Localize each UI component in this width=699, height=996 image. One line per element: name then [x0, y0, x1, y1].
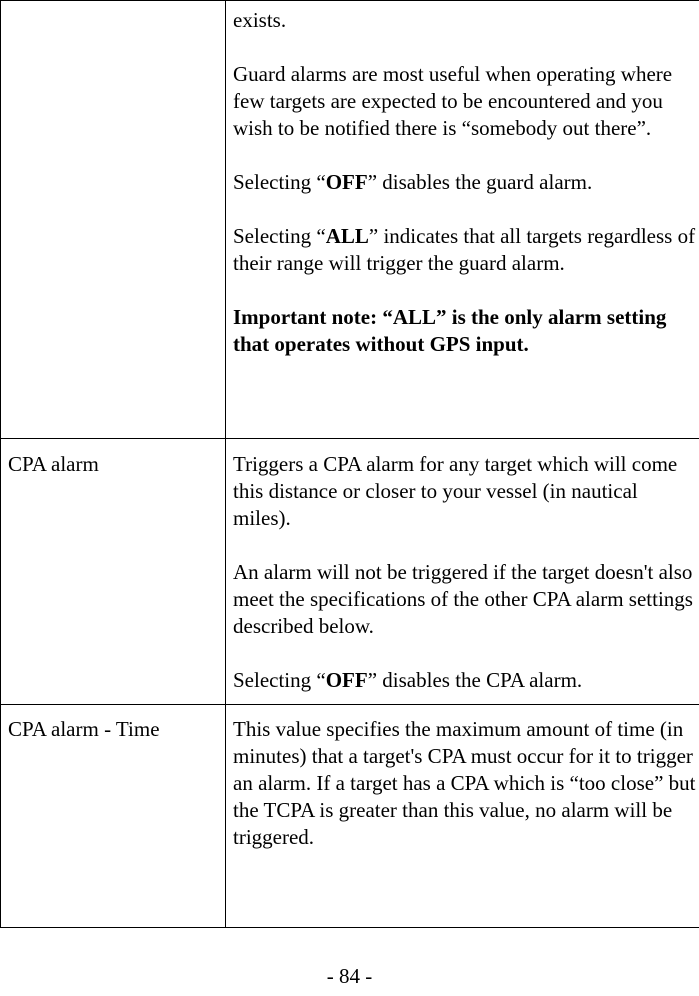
setting-description-cell	[226, 439, 699, 705]
cpa-off-paragraph	[233, 667, 699, 694]
guard-all-suffix: ” indicates that all targets regardless of their range will trigger the guard alarm.	[233, 224, 696, 275]
cpa-conditions-paragraph: An alarm will not be triggered if the target doesn't also meet the specifications of the other CPA alarm settings described below.	[233, 560, 693, 638]
cpa-off-suffix: ” disables the CPA alarm.	[367, 668, 583, 692]
important-note: Important note: “ALL” is the only alarm setting that operates without GPS input.	[233, 305, 667, 356]
guard-all-prefix: Selecting “	[233, 224, 326, 248]
cpa-time-description: This value specifies the maximum amount of time (in minutes) that a target's CPA must occur for it to trigger an alarm. If a target has a CPA which is “too close” but the TCPA is greater than this value, no alarm will be triggered.	[233, 717, 696, 849]
guard-off-paragraph	[233, 169, 699, 196]
continued-text: exists.	[233, 8, 287, 32]
guard-off-prefix: Selecting “	[233, 170, 326, 194]
guard-all-paragraph	[233, 223, 699, 277]
table-row-cpa-alarm	[1, 439, 699, 705]
guard-usefulness-paragraph: Guard alarms are most useful when operating where few targets are expected to be encountered and you wish to be notified there is “somebody out there”.	[233, 62, 673, 140]
guard-all-keyword: ALL	[325, 224, 369, 248]
page-number: - 84 -	[326, 964, 373, 988]
guard-off-suffix: ” disables the guard alarm.	[367, 170, 593, 194]
setting-name-cpa-alarm-time: CPA alarm - Time	[1, 705, 226, 928]
cpa-trigger-paragraph: Triggers a CPA alarm for any target which will come this distance or closer to your vessel (in nautical miles).	[233, 452, 678, 530]
table-row-guard-alarm	[1, 1, 699, 439]
guard-off-keyword: OFF	[325, 170, 368, 194]
setting-description-cell	[226, 705, 699, 928]
setting-name-cpa-alarm: CPA alarm	[1, 439, 226, 705]
setting-name-cell	[1, 1, 226, 439]
cpa-off-prefix: Selecting “	[233, 668, 326, 692]
table-row-cpa-alarm-time	[1, 705, 699, 928]
setting-description-cell	[226, 1, 699, 439]
cpa-off-keyword: OFF	[325, 668, 368, 692]
